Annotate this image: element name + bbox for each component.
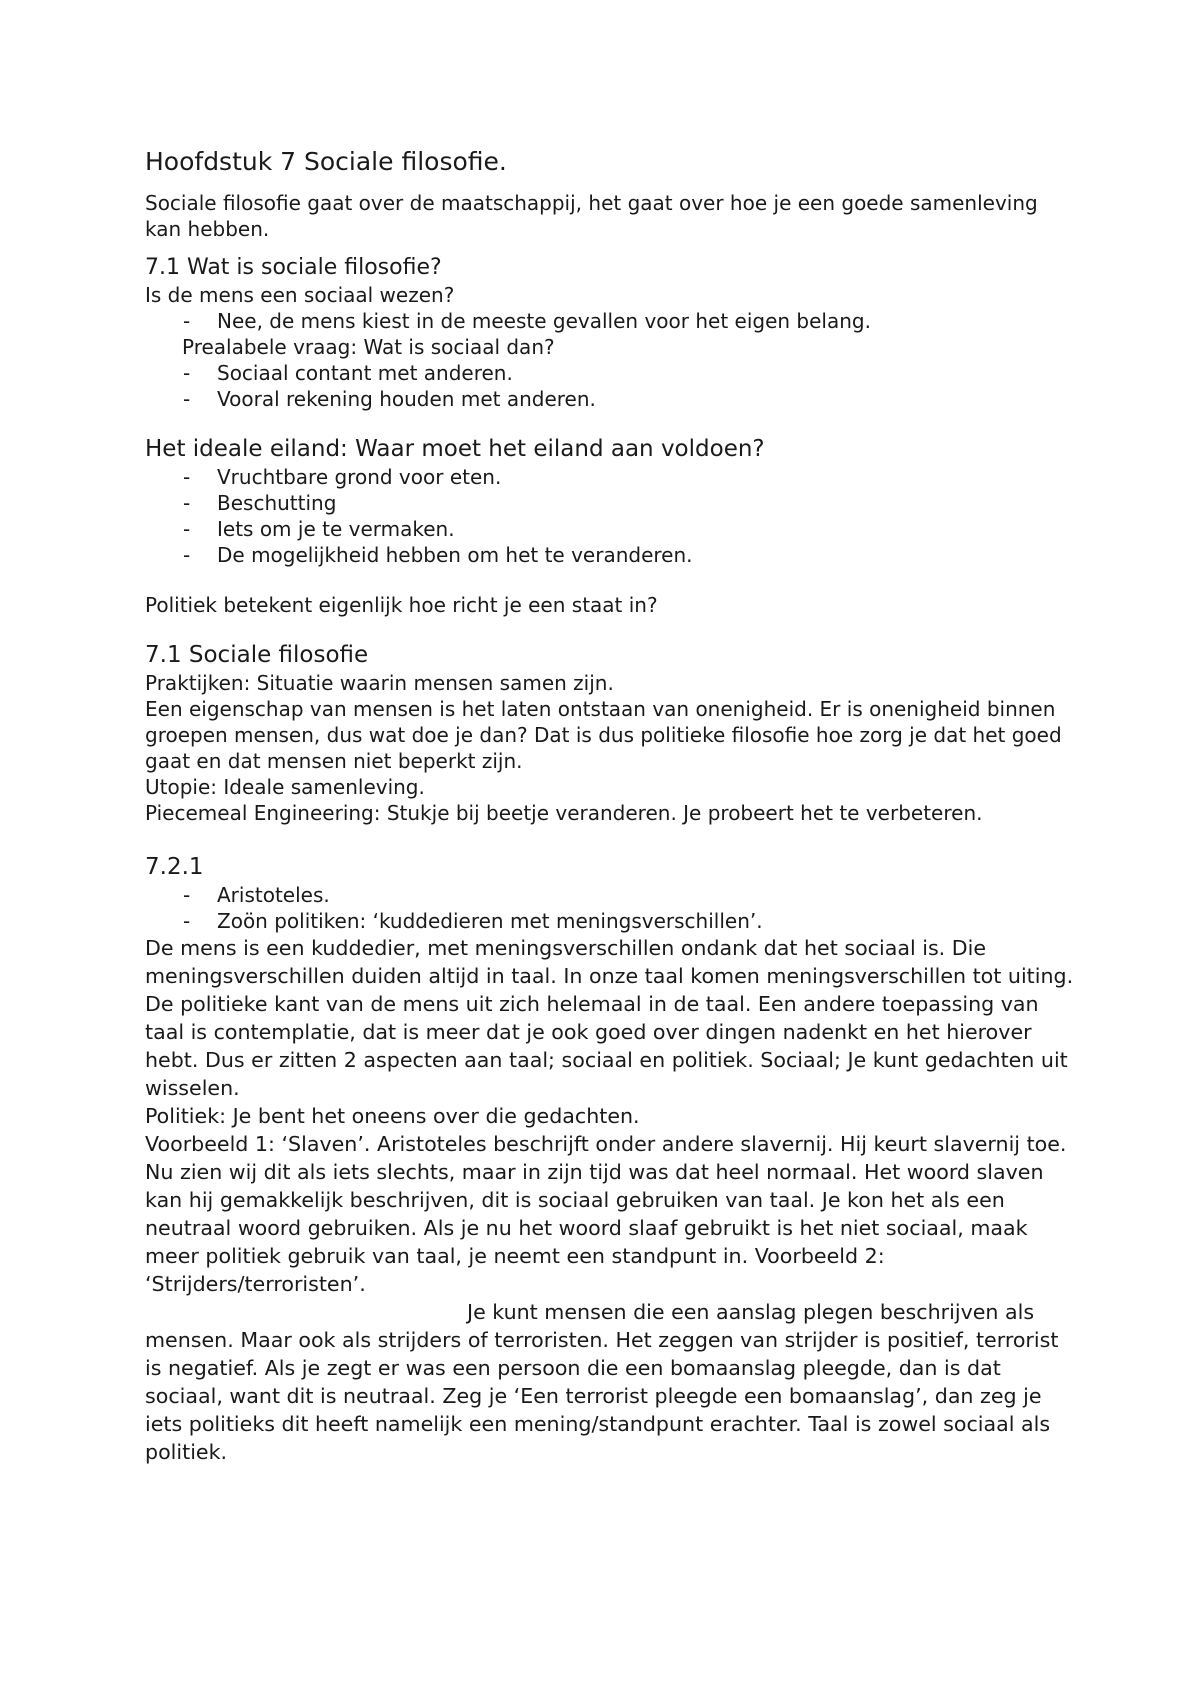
utopie-line: Utopie: Ideale samenleving. <box>145 775 425 799</box>
politiek-oneens-line: Politiek: Je bent het oneens over die gedachten. <box>145 1104 640 1128</box>
section-heading-sociale-filosofie: 7.1 Sociale filosofie <box>145 642 369 668</box>
dash-list <box>145 882 1075 934</box>
section-heading-ideale-eiland: Het ideale eiland: Waar moet het eiland aan voldoen? <box>145 436 765 462</box>
dash-bullet: - <box>183 491 191 515</box>
dash-bullet: - <box>183 465 191 489</box>
dash-list <box>145 360 1075 412</box>
dash-bullet: - <box>183 309 191 333</box>
document-page <box>145 138 1075 1466</box>
dash-bullet: - <box>183 883 191 907</box>
section-heading-wat-is-sociale-filosofie: 7.1 Wat is sociale filosofie? <box>145 255 442 280</box>
list-item <box>145 464 1075 490</box>
list-item <box>145 490 1075 516</box>
voorbeeld-slaven-paragraph: Voorbeeld 1: ‘Slaven’. Aristoteles beschrijft onder andere slavernij. Hij keurt slavernij toe. Nu zien wij dit als iets slechts, maar in zijn tijd was dat heel normaal. Het woord slaven kan hij gemakkelijk beschrijven, dit is sociaal gebruiken van taal. Je kon het als een neutraal woord gebruiken. Als je nu het woord slaaf gebruikt is het niet sociaal, maak meer politiek gebruik van taal, je neemt een standpunt in. Voorbeeld 2: ‘Strijders/terroristen’. <box>145 1132 1067 1296</box>
dash-list <box>145 464 1075 568</box>
list-item <box>145 386 1075 412</box>
list-item-text: Vruchtbare grond voor eten. <box>217 465 502 489</box>
piecemeal-paragraph: Piecemeal Engineering: Stukje bij beetje veranderen. Je probeert het te verbeteren. <box>145 801 983 825</box>
dash-bullet: - <box>183 387 191 411</box>
list-item <box>145 360 1075 386</box>
politiek-line: Politiek betekent eigenlijk hoe richt je een staat in? <box>145 593 658 617</box>
eigenschap-paragraph: Een eigenschap van mensen is het laten ontstaan van onenigheid. Er is onenigheid binnen groepen mensen, dus wat doe je dan? Dat is dus politieke filosofie hoe zorg je dat het goed gaat en dat mensen niet beperkt zijn. <box>145 697 1062 773</box>
list-item <box>145 882 1075 908</box>
list-item-text: Nee, de mens kiest in de meeste gevallen voor het eigen belang. <box>217 309 871 333</box>
list-item-text: Vooral rekening houden met anderen. <box>217 387 596 411</box>
question-line: Is de mens een sociaal wezen? <box>145 283 455 307</box>
section-heading-7-2-1: 7.2.1 <box>145 854 204 880</box>
list-item-text: Iets om je te vermaken. <box>217 517 455 541</box>
list-item-text: Zoön politiken: ‘kuddedieren met meningsverschillen’. <box>217 909 763 933</box>
list-item <box>145 516 1075 542</box>
dash-bullet: - <box>183 361 191 385</box>
page-title: Hoofdstuk 7 Sociale filosofie. <box>145 147 507 176</box>
list-item-text: Beschutting <box>217 491 337 515</box>
list-item <box>145 308 1075 334</box>
praktijken-line: Praktijken: Situatie waarin mensen samen zijn. <box>145 671 614 695</box>
spacer <box>145 568 1075 592</box>
list-item-text: Aristoteles. <box>217 883 330 907</box>
dash-bullet: - <box>183 543 191 567</box>
dash-bullet: - <box>183 909 191 933</box>
list-item-text: De mogelijkheid hebben om het te veranderen. <box>217 543 693 567</box>
prealabele-vraag-line: Prealabele vraag: Wat is sociaal dan? <box>182 335 555 359</box>
list-item <box>145 542 1075 568</box>
strijders-terroristen-paragraph: Je kunt mensen die een aanslag plegen beschrijven als mensen. Maar ook als strijders of terroristen. Het zeggen van strijder is positief, terrorist is negatief. Als je zegt er was een persoon die een bomaanslag pleegde, dan is dat sociaal, want dit is neutraal. Zeg je ‘Een terrorist pleegde een bomaanslag’, dan zeg je iets politieks dit heeft namelijk een mening/standpunt erachter. Taal is zowel sociaal als politiek. <box>145 1300 1059 1464</box>
body-text <box>145 934 1075 1466</box>
list-item <box>145 908 1075 934</box>
dash-list <box>145 308 1075 334</box>
dash-bullet: - <box>183 517 191 541</box>
kuddedier-paragraph: De mens is een kuddedier, met meningsverschillen ondank dat het sociaal is. Die meningsverschillen duiden altijd in taal. In onze taal komen meningsverschillen tot uiting. De politieke kant van de mens uit zich helemaal in de taal. Een andere toepassing van taal is contemplatie, dat is meer dat je ook goed over dingen nadenkt en het hierover hebt. Dus er zitten 2 aspecten aan taal; sociaal en politiek. Sociaal; Je kunt gedachten uit wisselen. <box>145 936 1074 1100</box>
intro-paragraph: Sociale filosofie gaat over de maatschappij, het gaat over hoe je een goede samenleving kan hebben. <box>145 191 1038 241</box>
list-item-text: Sociaal contant met anderen. <box>217 361 513 385</box>
